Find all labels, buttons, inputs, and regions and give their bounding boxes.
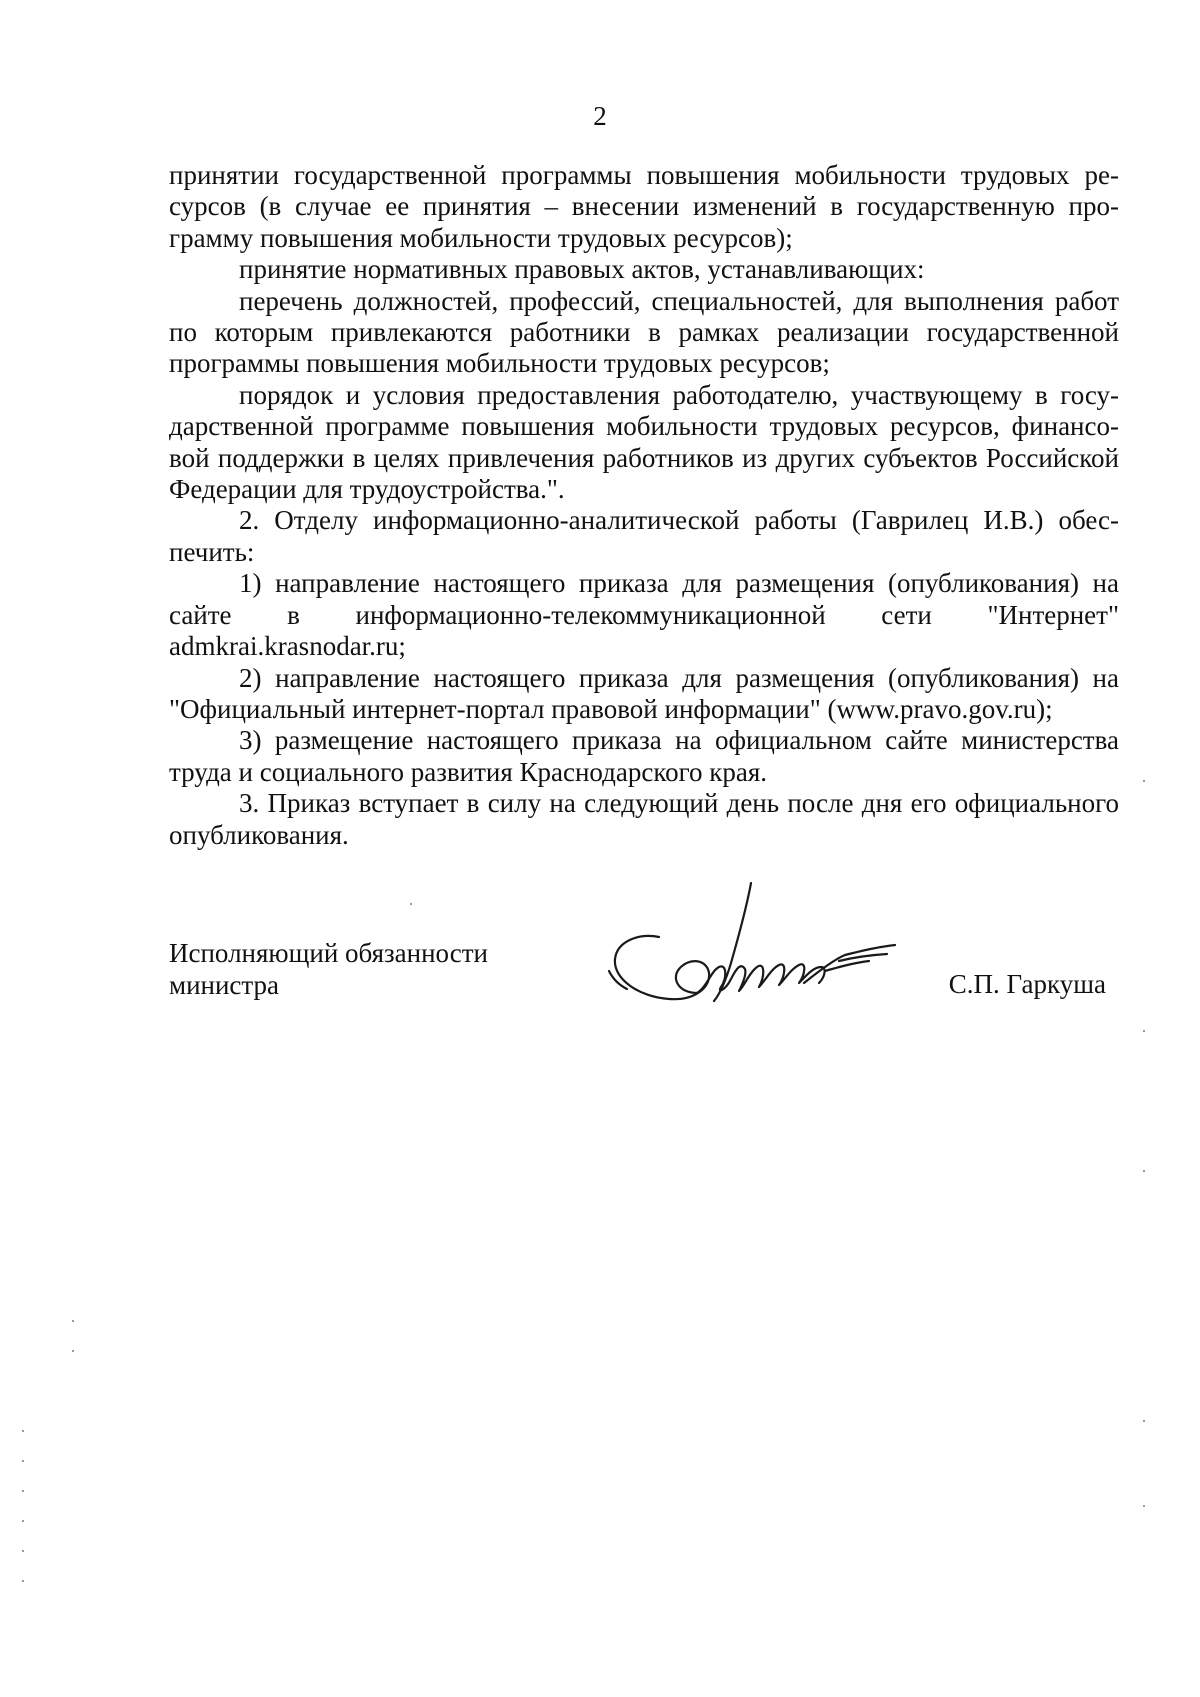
scan-artifact xyxy=(1143,1505,1145,1507)
signatory-name: С.П. Гаркуша xyxy=(948,969,1106,999)
paragraph: порядок и условия предоставления работодателю, участвующему в государственной программе повышения мобильности трудовых ресурсов, финансовой поддержки в целях привлечения работников из других субъектов Российской Федерации для трудоустройства.". xyxy=(169,379,1119,505)
paragraph: 3. Приказ вступает в силу на следующий день после дня его официального опубликования. xyxy=(169,788,1119,850)
scan-artifact xyxy=(22,1460,24,1462)
paragraph: 2) направление настоящего приказа для размещения (опубликования) на "Официальный интернет-портал правовой информации" (www.pravo.gov.ru); xyxy=(169,662,1119,724)
scan-artifact xyxy=(1143,780,1145,782)
paragraph: принятие нормативных правовых актов, устанавливающих: xyxy=(239,254,925,285)
scan-artifact xyxy=(72,1350,74,1352)
scan-artifact xyxy=(22,1520,24,1522)
scan-artifact xyxy=(1143,1420,1145,1422)
scan-artifact xyxy=(1143,1030,1145,1032)
scan-artifact xyxy=(22,1580,24,1582)
signature-block xyxy=(169,920,1119,1030)
scan-artifact xyxy=(22,1430,24,1432)
paragraph: принятии государственной программы повышения мобильности трудовых ресурсов (в случае ее принятия – внесении изменений в государственную программу повышения мобильности трудовых ресурсов); xyxy=(169,160,1119,253)
page-number: 2 xyxy=(593,101,607,131)
scan-artifact xyxy=(1143,1170,1145,1172)
document-body xyxy=(169,160,1119,851)
paragraph: 2. Отделу информационно-аналитической работы (Гаврилец И.В.) обеспечить: xyxy=(169,505,1119,567)
signatory-position-line: министра xyxy=(169,970,280,1000)
signatory-position xyxy=(169,937,488,1001)
scan-artifact xyxy=(22,1490,24,1492)
paragraph: 1) направление настоящего приказа для размещения (опубликования) на сайте в информационно-телекоммуникационной сети "Интернет" admkrai.krasnodar.ru; xyxy=(169,568,1119,662)
handwritten-signature xyxy=(599,875,899,1025)
scan-artifact xyxy=(22,1550,24,1552)
paragraph: 3) размещение настоящего приказа на официальном сайте министерства труда и социального развития Краснодарского края. xyxy=(169,725,1119,787)
scan-artifact xyxy=(72,1320,74,1322)
scan-artifact xyxy=(410,903,412,905)
paragraph: перечень должностей, профессий, специальностей, для выполнения работ по которым привлекаются работники в рамках реализации государственной программы повышения мобильности трудовых ресурсов; xyxy=(169,285,1119,379)
signatory-position-line: Исполняющий обязанности xyxy=(169,938,488,968)
